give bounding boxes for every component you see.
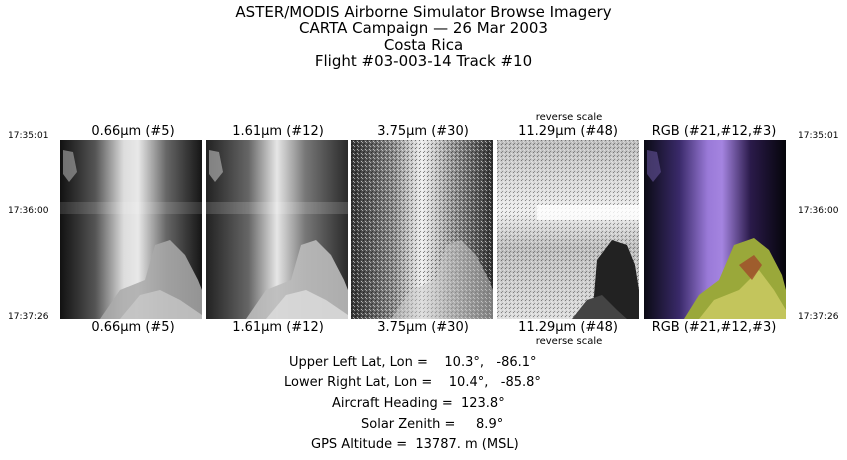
panel-4-note-bottom: reverse scale bbox=[535, 336, 603, 347]
panel-5-label-top: RGB (#21,#12,#3) bbox=[651, 124, 777, 139]
image-panel-rgb bbox=[644, 140, 786, 319]
panel-3-label-top: 3.75μm (#30) bbox=[377, 124, 469, 139]
title-line-1: ASTER/MODIS Airborne Simulator Browse Imagery bbox=[235, 3, 612, 21]
time-end-left: 17:37:26 bbox=[8, 312, 49, 322]
time-start-left: 17:35:01 bbox=[8, 131, 49, 141]
gps-altitude: GPS Altitude = 13787. m (MSL) bbox=[311, 437, 519, 452]
time-end-right: 17:37:26 bbox=[798, 312, 839, 322]
panel-5-label-bottom: RGB (#21,#12,#3) bbox=[651, 320, 777, 335]
time-mid-right: 17:36:00 bbox=[798, 206, 839, 216]
image-panel-1p61um bbox=[206, 140, 348, 319]
solar-zenith: Solar Zenith = 8.9° bbox=[361, 417, 504, 432]
time-mid-left: 17:36:00 bbox=[8, 206, 49, 216]
image-panel-0p66um bbox=[60, 140, 202, 319]
panel-3-label-bottom: 3.75μm (#30) bbox=[377, 320, 469, 335]
title-line-2: CARTA Campaign — 26 Mar 2003 bbox=[299, 19, 548, 37]
title-line-3: Costa Rica bbox=[383, 36, 464, 54]
aircraft-heading: Aircraft Heading = 123.8° bbox=[332, 396, 505, 411]
panel-2-label-top: 1.61μm (#12) bbox=[232, 124, 324, 139]
title-line-4: Flight #03-003-14 Track #10 bbox=[314, 52, 533, 70]
panel-4-label-top: 11.29μm (#48) bbox=[518, 124, 618, 139]
image-panel-11p29um bbox=[497, 140, 639, 319]
image-panel-3p75um bbox=[351, 140, 493, 319]
panel-4-note-top: reverse scale bbox=[535, 112, 603, 123]
time-start-right: 17:35:01 bbox=[798, 131, 839, 141]
panel-1-label-bottom: 0.66μm (#5) bbox=[91, 320, 175, 335]
panel-2-label-bottom: 1.61μm (#12) bbox=[232, 320, 324, 335]
panel-1-label-top: 0.66μm (#5) bbox=[91, 124, 175, 139]
lower-right-latlon: Lower Right Lat, Lon = 10.4°, -85.8° bbox=[284, 375, 541, 390]
panel-4-label-bottom: 11.29μm (#48) bbox=[518, 320, 618, 335]
upper-left-latlon: Upper Left Lat, Lon = 10.3°, -86.1° bbox=[289, 355, 537, 370]
